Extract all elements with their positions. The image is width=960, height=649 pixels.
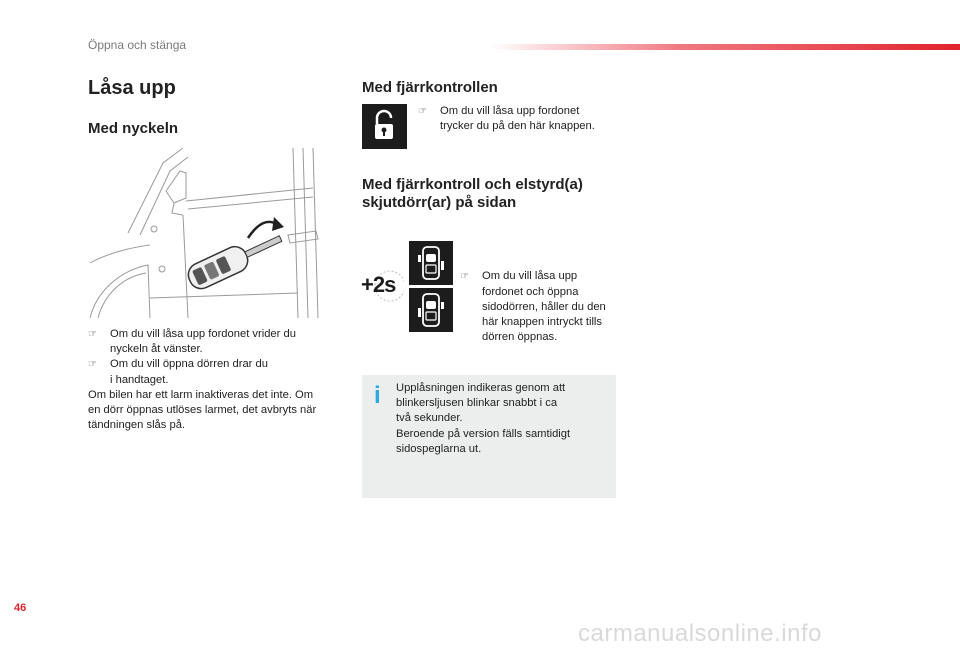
watermark: carmanualsonline.info [578, 620, 822, 647]
hand-pointer-icon: ☞ [88, 329, 97, 340]
sliding-door-title: Med fjärrkontroll och elstyrd(a) skjutdörr(ar) på sidan [362, 176, 583, 211]
hand-pointer-icon: ☞ [88, 359, 97, 371]
sliding-door-icon [409, 241, 453, 285]
sliding-door-right-button [409, 288, 453, 332]
section-title: Öppna och stänga [88, 38, 187, 52]
sliding-door-left-button [409, 241, 453, 285]
hold-two-seconds-badge: +2s [360, 268, 404, 304]
bullet-sliding-door: ☞ Om du vill låsa upp fordonet och öppna sidodörren, håller du den här knappen intryckt tills dörren öppnas. [460, 270, 606, 344]
alarm-paragraph: Om bilen har ett larm inaktiveras det inte. Om en dörr öppnas utlöses larmet, det avbryts när tändningen slås på. [88, 388, 317, 432]
sliding-door-icon [409, 288, 453, 332]
hand-pointer-icon: ☞ [418, 106, 427, 117]
hand-pointer-icon: ☞ [460, 271, 469, 283]
header-accent-bar [490, 44, 960, 50]
bullet-remote-unlock: ☞ Om du vill låsa upp fordonet trycker du på den här knappen. [418, 105, 595, 133]
unlock-button-image [362, 104, 407, 149]
bullet-turn-key: ☞ Om du vill låsa upp fordonet vrider du nyckeln åt vänster. [88, 328, 296, 356]
unlock-padlock-icon [362, 104, 407, 149]
bullet-open-door: ☞ Om du vill öppna dörren drar du i handtaget. [88, 358, 268, 386]
page-title: Låsa upp [88, 77, 176, 99]
page-number: 46 [14, 602, 27, 614]
remote-title: Med fjärrkontrollen [362, 79, 498, 96]
car-door-key-illustration [88, 143, 338, 318]
info-text: Upplåsningen indikeras genom att blinkersljusen blinkar snabbt i ca två sekunder. Beroende på version fälls samtidigt sidospeglarna ut. [396, 382, 571, 455]
info-icon: i [374, 382, 381, 409]
subtitle-key: Med nyckeln [88, 120, 179, 137]
